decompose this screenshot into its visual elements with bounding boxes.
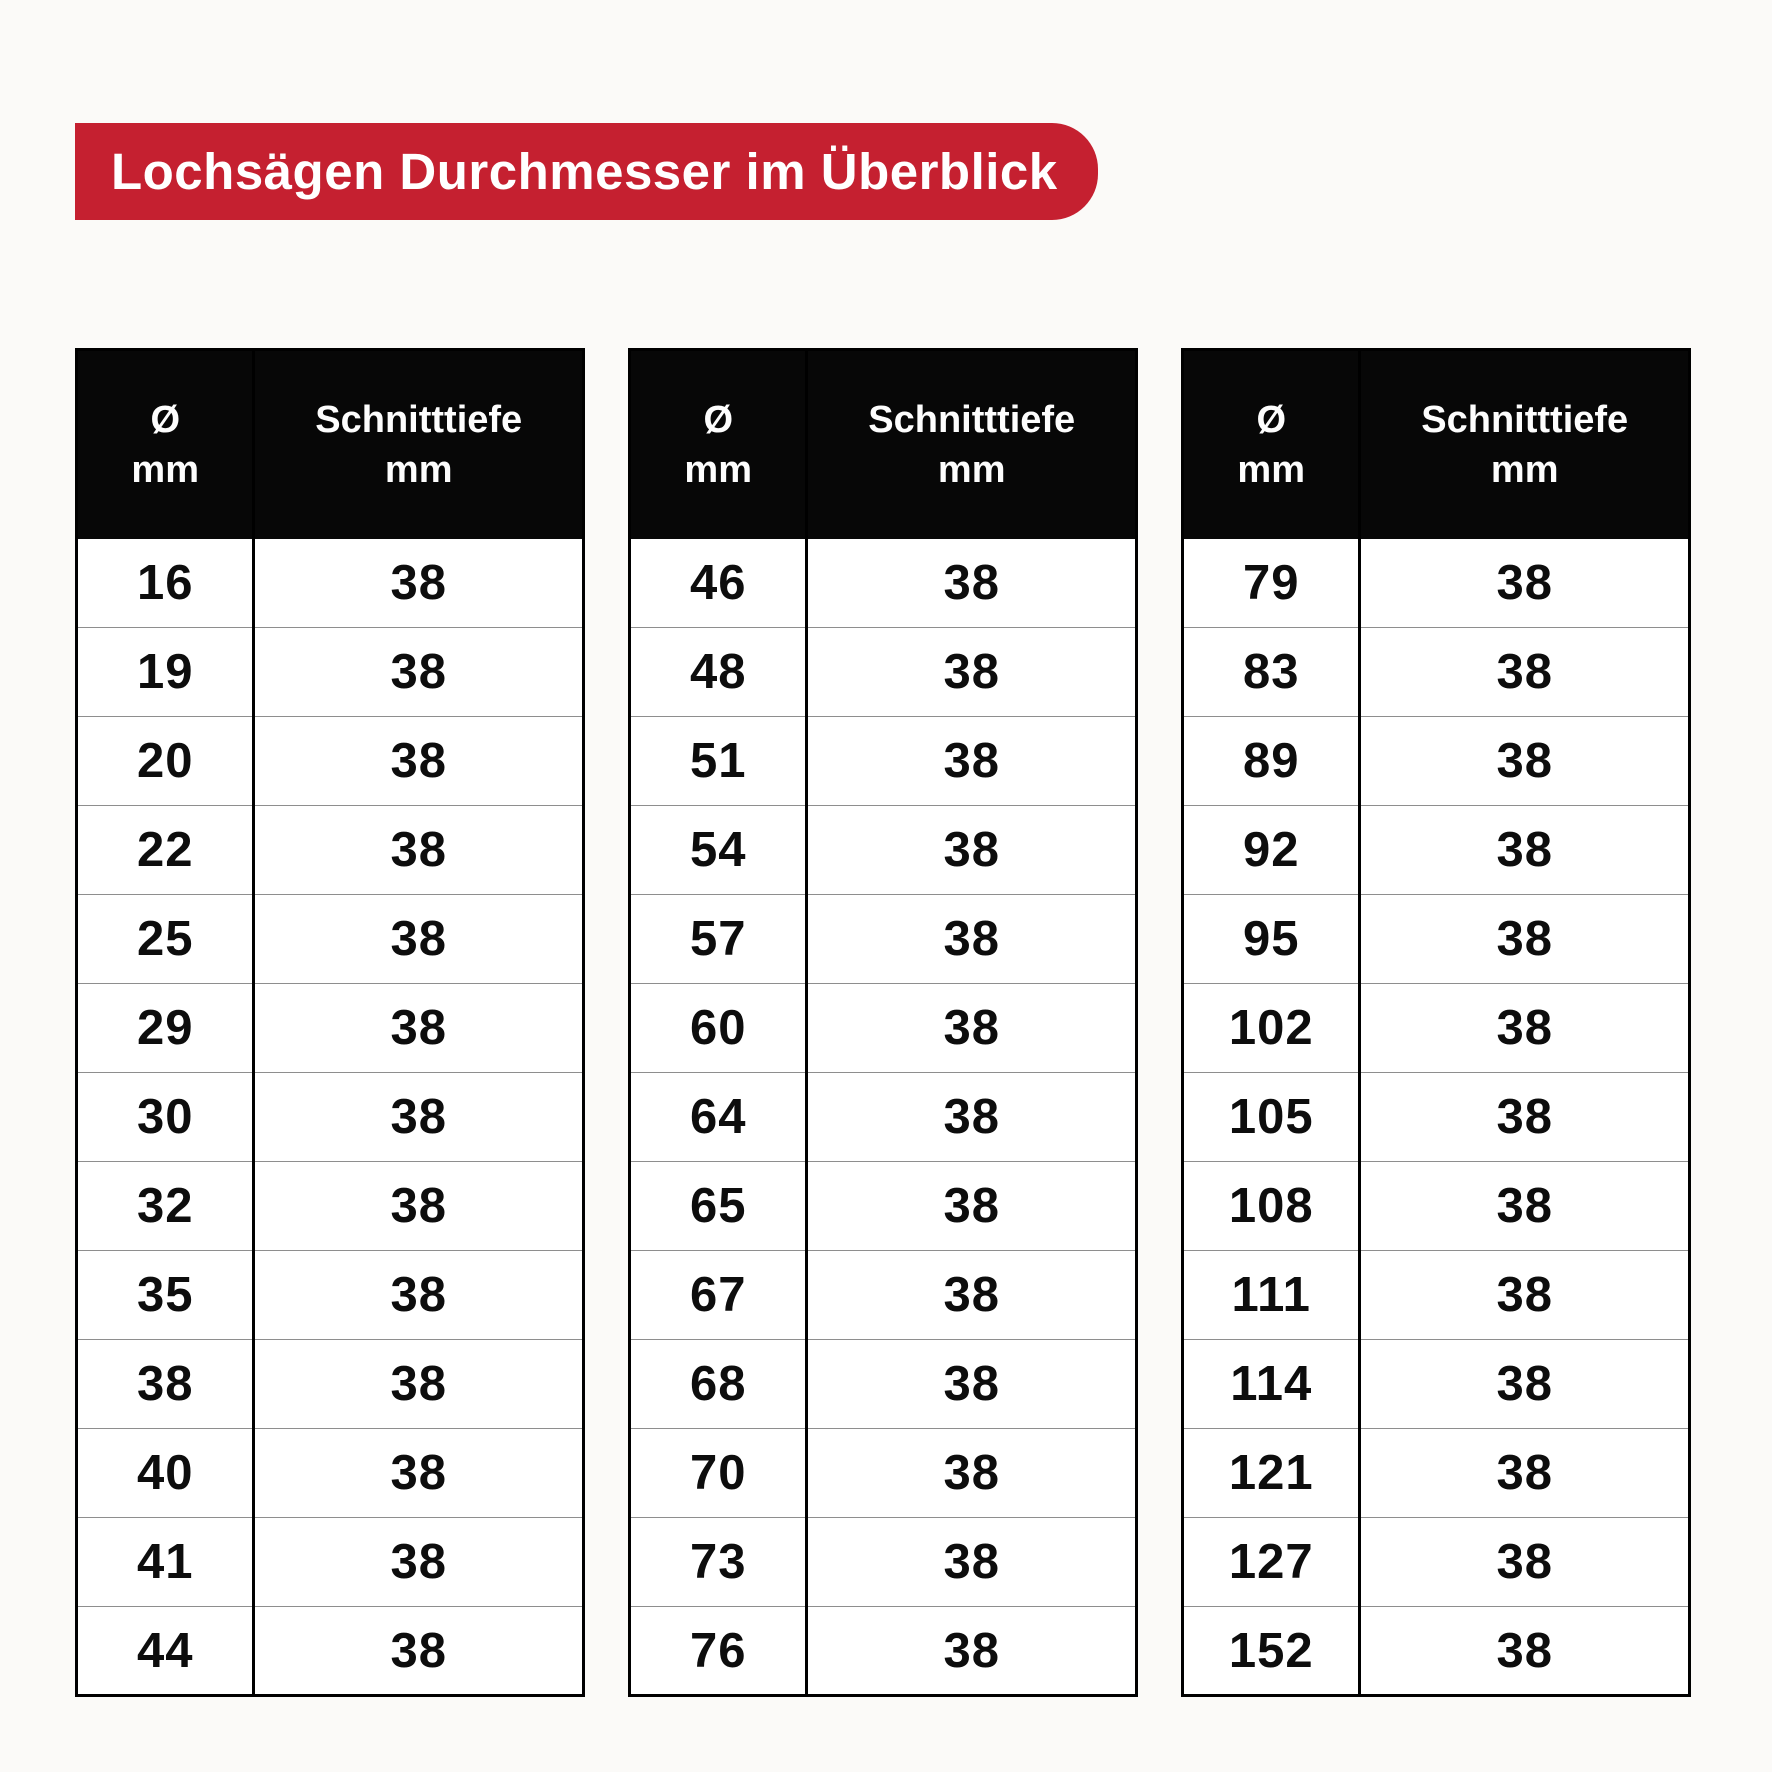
cut-depth-cell: 38 [254,984,584,1073]
diameter-cell: 38 [77,1340,254,1429]
diameter-cell: 29 [77,984,254,1073]
cut-depth-cell: 38 [1360,628,1690,717]
table-row [1183,895,1690,984]
diameter-cell: 70 [630,1429,807,1518]
diameter-cell: 67 [630,1251,807,1340]
table-row [630,806,1137,895]
cut-depth-cell: 38 [807,717,1137,806]
cut-depth-cell: 38 [807,1607,1137,1696]
table-row [1183,1162,1690,1251]
table-row [630,1518,1137,1607]
diameter-cell: 16 [136,555,194,610]
diameter-cell: 41 [77,1518,254,1607]
diameter-symbol: Ø [703,398,733,441]
diameter-cell: 79 [1242,555,1300,610]
cut-depth-cell: 38 [807,806,1137,895]
diameter-cell: 92 [1183,806,1360,895]
diameter-cell: 68 [630,1340,807,1429]
col-header-diameter [630,350,807,539]
table-row [630,1340,1137,1429]
table-row [1183,628,1690,717]
cut-depth-unit: mm [1490,448,1559,491]
cut-depth-cell: 38 [254,1607,584,1696]
table-row [1183,539,1690,628]
table-row [1183,806,1690,895]
table-row [630,628,1137,717]
table-row [630,1251,1137,1340]
cut-depth-cell: 38 [254,1429,584,1518]
cut-depth-unit: mm [384,448,453,491]
diameter-cell: 57 [630,895,807,984]
cut-depth-cell: 38 [1360,1607,1690,1696]
table-row [77,1073,584,1162]
col-header-diameter [77,350,254,539]
cut-depth-cell: 38 [807,984,1137,1073]
table-row [77,539,584,628]
diameter-cell: 20 [77,717,254,806]
table-row [1183,1340,1690,1429]
cut-depth-cell: 38 [807,1518,1137,1607]
diameter-cell: 44 [77,1607,254,1696]
table-3-header [1183,350,1690,539]
table-row [630,1607,1137,1696]
diameter-cell: 83 [1183,628,1360,717]
diameter-cell: 32 [77,1162,254,1251]
table-1-body [77,539,584,1696]
diameter-cell: 152 [1183,1607,1360,1696]
cut-depth-cell: 38 [254,806,584,895]
diameter-cell: 54 [630,806,807,895]
hole-saw-table-3 [1181,348,1691,1697]
cut-depth-label: Schnitttiefe [868,398,1076,441]
table-row [1183,1518,1690,1607]
cut-depth-cell: 38 [807,628,1137,717]
cut-depth-cell: 38 [1360,717,1690,806]
tables-container [75,348,1691,1697]
table-row [630,1429,1137,1518]
col-header-diameter [1183,350,1360,539]
cut-depth-cell: 38 [254,1073,584,1162]
page-title: Lochsägen Durchmesser im Überblick [111,143,1058,200]
diameter-cell: 51 [630,717,807,806]
cut-depth-cell: 38 [1360,1162,1690,1251]
diameter-cell: 114 [1183,1340,1360,1429]
table-row [1183,717,1690,806]
cut-depth-cell: 38 [254,628,584,717]
diameter-cell: 65 [630,1162,807,1251]
cut-depth-cell: 38 [254,539,584,628]
diameter-cell: 127 [1183,1518,1360,1607]
table-row [77,717,584,806]
cut-depth-cell: 38 [807,1251,1137,1340]
cut-depth-cell: 38 [807,1162,1137,1251]
diameter-cell: 60 [630,984,807,1073]
table-row [77,1607,584,1696]
diameter-unit: mm [1237,448,1305,491]
col-header-cut-depth [807,350,1137,539]
cut-depth-cell: 38 [254,1162,584,1251]
table-row [77,895,584,984]
table-row [77,1518,584,1607]
table-row [77,1429,584,1518]
diameter-unit: mm [684,448,752,491]
table-row [630,984,1137,1073]
table-row [77,1162,584,1251]
table-row [630,717,1137,806]
cut-depth-cell: 38 [807,539,1137,628]
diameter-cell: 30 [77,1073,254,1162]
table-row [1183,1251,1690,1340]
diameter-cell: 102 [1183,984,1360,1073]
diameter-cell: 76 [630,1607,807,1696]
diameter-symbol: Ø [150,398,180,441]
cut-depth-cell: 38 [807,1073,1137,1162]
diameter-cell: 95 [1183,895,1360,984]
table-2-body [630,539,1137,1696]
diameter-cell: 19 [77,628,254,717]
diameter-cell: 121 [1183,1429,1360,1518]
diameter-cell: 48 [630,628,807,717]
diameter-cell: 73 [630,1518,807,1607]
cut-depth-cell: 38 [807,1340,1137,1429]
table-1-header [77,350,584,539]
table-row [1183,1073,1690,1162]
table-row [630,1073,1137,1162]
cut-depth-cell: 38 [254,895,584,984]
table-3-body [1183,539,1690,1696]
table-row [1183,984,1690,1073]
cut-depth-cell: 38 [254,1340,584,1429]
title-banner [75,123,1098,220]
table-row [1183,1429,1690,1518]
cut-depth-cell: 38 [1360,1251,1690,1340]
table-row [630,539,1137,628]
cut-depth-unit: mm [937,448,1006,491]
table-row [630,1162,1137,1251]
table-row [77,628,584,717]
cut-depth-cell: 38 [1360,1429,1690,1518]
cut-depth-cell: 38 [1360,1518,1690,1607]
diameter-cell: 105 [1183,1073,1360,1162]
diameter-cell: 64 [630,1073,807,1162]
cut-depth-label: Schnitttiefe [1421,398,1629,441]
table-row [77,984,584,1073]
cut-depth-cell: 38 [1360,806,1690,895]
table-row [77,1340,584,1429]
hole-saw-table-1 [75,348,585,1697]
diameter-cell: 89 [1183,717,1360,806]
cut-depth-cell: 38 [807,895,1137,984]
diameter-cell: 22 [77,806,254,895]
cut-depth-cell: 38 [1360,984,1690,1073]
diameter-unit: mm [131,448,199,491]
hole-saw-table-2 [628,348,1138,1697]
cut-depth-cell: 38 [1360,1340,1690,1429]
cut-depth-cell: 38 [254,717,584,806]
table-row [630,895,1137,984]
table-2-header [630,350,1137,539]
cut-depth-label: Schnitttiefe [315,398,523,441]
diameter-cell: 46 [689,555,747,610]
diameter-cell: 35 [77,1251,254,1340]
col-header-cut-depth [254,350,584,539]
table-row [1183,1607,1690,1696]
cut-depth-cell: 38 [254,1251,584,1340]
cut-depth-cell: 38 [1360,895,1690,984]
table-row [77,1251,584,1340]
cut-depth-cell: 38 [1360,1073,1690,1162]
table-row [77,806,584,895]
diameter-symbol: Ø [1256,398,1286,441]
diameter-cell: 25 [77,895,254,984]
diameter-cell: 108 [1183,1162,1360,1251]
cut-depth-cell: 38 [1360,539,1690,628]
col-header-cut-depth [1360,350,1690,539]
diameter-cell: 111 [1183,1251,1360,1340]
cut-depth-cell: 38 [254,1518,584,1607]
diameter-cell: 40 [77,1429,254,1518]
cut-depth-cell: 38 [807,1429,1137,1518]
